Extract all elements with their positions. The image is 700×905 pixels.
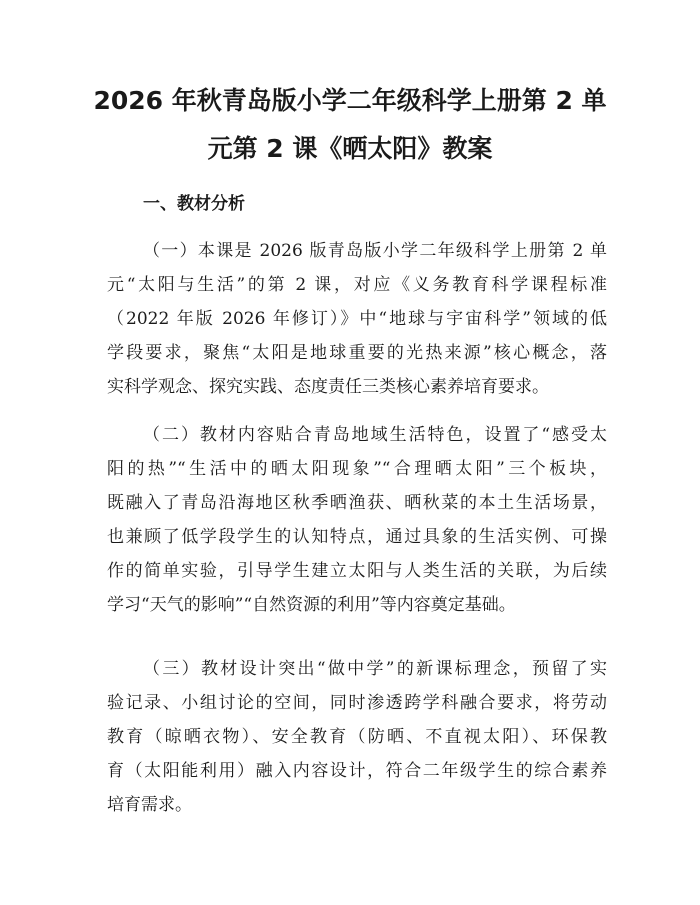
paragraph-line: 元“太阳与生活”的第 2 课，对应《义务教育科学课程标准 — [107, 275, 607, 295]
paragraph-line: 既融入了青岛沿海地区秋季晒渔获、晒秋菜的本土生活场景， — [107, 493, 607, 513]
paragraph-line: 验记录、小组讨论的空间，同时渗透跨学科融合要求，将劳动 — [107, 693, 607, 713]
paragraph-line: （二）教材内容贴合青岛地域生活特色，设置了“感受太 — [143, 425, 607, 445]
paragraph-line: 培育需求。 — [107, 795, 192, 815]
paragraph-line: （2022 年版 2026 年修订）》中“地球与宇宙科学”领域的低 — [107, 309, 607, 329]
document-title-line-2: 元第 2 课《晒太阳》教案 — [207, 134, 493, 163]
paragraph-1 — [107, 234, 607, 404]
paragraph-line: 也兼顾了低学段学生的认知特点，通过具象的生活实例、可操 — [107, 527, 607, 547]
paragraph-line: 阳的热”“生活中的晒太阳现象”“合理晒太阳”三个板块， — [107, 459, 607, 479]
paragraph-2 — [107, 418, 607, 622]
paragraph-3 — [107, 652, 607, 822]
paragraph-line: 学段要求，聚焦“太阳是地球重要的光热来源”核心概念，落 — [107, 343, 607, 363]
paragraph-line: 育（太阳能利用）融入内容设计，符合二年级学生的综合素养 — [107, 761, 607, 781]
document-title-line-1: 2026 年秋青岛版小学二年级科学上册第 2 单 — [93, 86, 607, 115]
section-heading: 一、教材分析 — [143, 194, 245, 214]
paragraph-line: （一）本课是 2026 版青岛版小学二年级科学上册第 2 单 — [143, 241, 607, 261]
paragraph-line: 作的简单实验，引导学生建立太阳与人类生活的关联，为后续 — [107, 561, 607, 581]
paragraph-line: 实科学观念、探究实践、态度责任三类核心素养培育要求。 — [107, 377, 549, 397]
paragraph-line: 学习“天气的影响”“自然资源的利用”等内容奠定基础。 — [107, 595, 516, 615]
paragraph-line: 教育（晾晒衣物）、安全教育（防晒、不直视太阳）、环保教 — [107, 727, 607, 747]
paragraph-line: （三）教材设计突出“做中学”的新课标理念，预留了实 — [143, 659, 607, 679]
